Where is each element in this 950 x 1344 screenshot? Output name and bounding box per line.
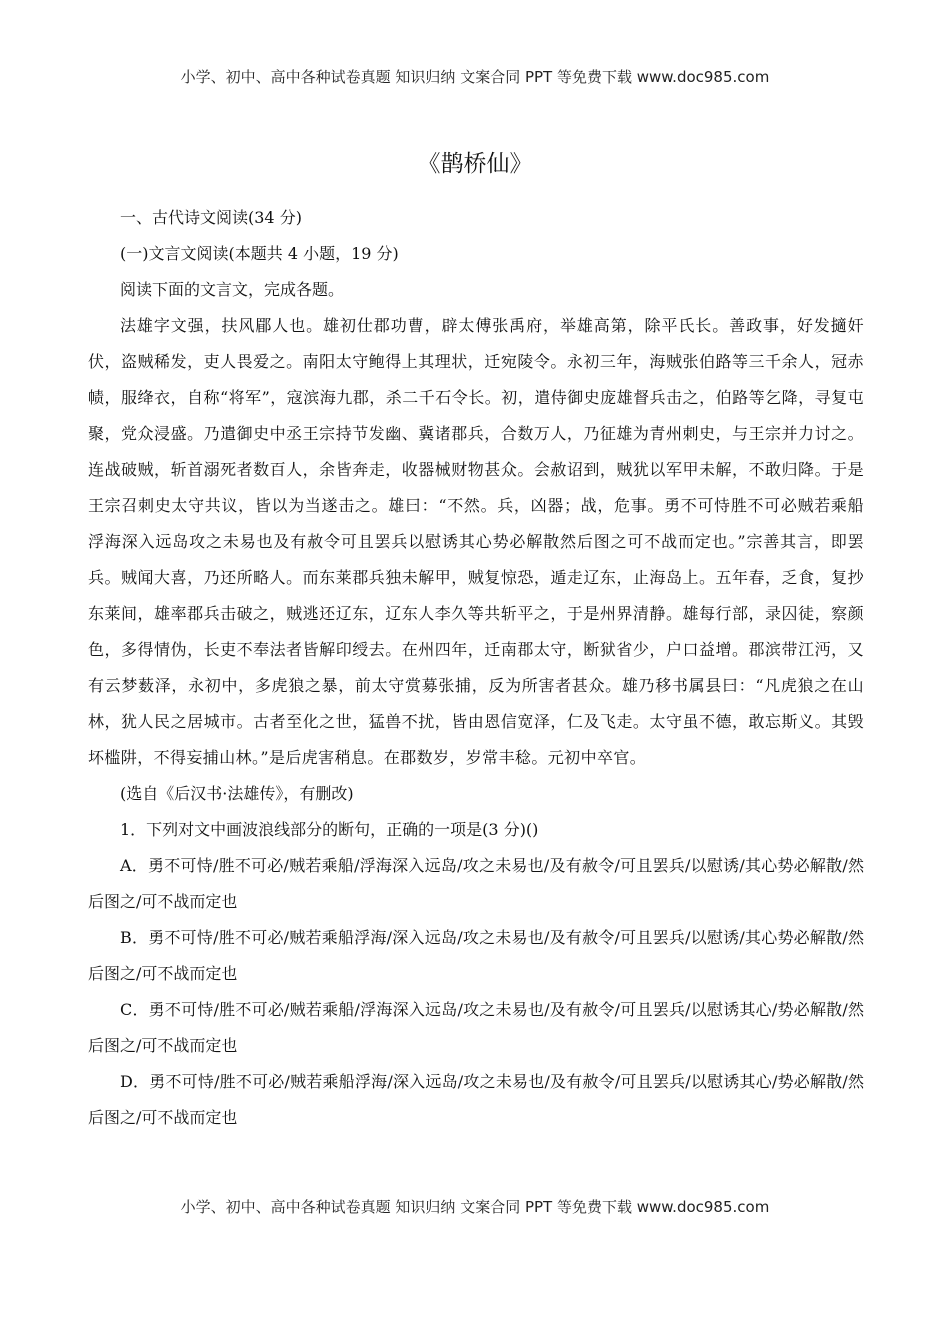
page-title: 《鹊桥仙》: [417, 151, 533, 177]
page-footer: 小学、初中、高中各种试卷真题 知识归纳 文案合同 PPT 等免费下载 www.doc985.com: [180, 1198, 770, 1216]
section-heading: 一、古代诗文阅读(34 分): [120, 208, 302, 227]
question-stem: 1．下列对文中画波浪线部分的断句，正确的一项是(3 分)(): [120, 820, 539, 839]
section-subheading: (一)文言文阅读(本题共 4 小题，19 分): [120, 244, 399, 263]
classical-passage: 法雄字文强，扶风郿人也。雄初仕郡功曹，辟太傅张禹府，举雄高第，除平氏长。善政事，好发擿奸伏，盗贼稀发，吏人畏爱之。南阳太守鲍得上其理状，迁宛陵令。永初三年，海贼张伯路等三千余人，冠赤帻，服绛衣，自称“将军”，寇滨海九郡，杀二千石令长。初，遣侍御史庞雄督兵击之，伯路等乞降，寻复屯聚，党众浸盛。乃遣御史中丞王宗持节发幽、冀诸郡兵，合数万人，乃征雄为青州刺史，与王宗并力讨之。连战破贼，斩首溺死者数百人，余皆奔走，收器械财物甚众。会赦诏到，贼犹以军甲未解，不敢归降。于是王宗召刺史太守共议，皆以为当遂击之。雄曰：“不然。兵，凶器；战，危事。勇不可恃胜不可必贼若乘船浮海深入远岛攻之未易也及有赦令可且罢兵以慰诱其心势必解散然后图之可不战而定也。”宗善其言，即罢兵。贼闻大喜，乃还所略人。而东莱郡兵独未解甲，贼复惊恐，遁走辽东，止海岛上。五年春，乏食，复抄东莱间，雄率郡兵击破之，贼逃还辽东，辽东人李久等共斩平之，于是州界清静。雄每行部，录囚徒，察颜色，多得情伪，长吏不奉法者皆解印绶去。在州四年，迁南郡太守，断狱省少，户口益增。郡滨带江沔，又有云梦薮泽，永初中，多虎狼之暴，前太守赏募张捕，反为所害者甚众。雄乃移书属县曰：“凡虎狼之在山林，犹人民之居城市。古者至化之世，猛兽不扰，皆由恩信宽泽，仁及飞走。太守虽不德，敢忘斯义。其毁坏槛阱，不得妄捕山林。”是后虎害稍息。在郡数岁，岁常丰稔。元初中卒官。: [88, 316, 864, 767]
document-body: [88, 200, 864, 1136]
passage-source: (选自《后汉书·法雄传》，有删改): [120, 784, 354, 803]
option-d: D．勇不可恃/胜不可必/贼若乘船浮海/深入远岛/攻之未易也/及有赦令/可且罢兵/以慰诱其心/势必解散/然后图之/可不战而定也: [88, 1072, 864, 1127]
option-b: B．勇不可恃/胜不可必/贼若乘船浮海/深入远岛/攻之未易也/及有赦令/可且罢兵/以慰诱/其心势必解散/然后图之/可不战而定也: [88, 928, 864, 983]
option-a: A．勇不可恃/胜不可必/贼若乘船/浮海深入远岛/攻之未易也/及有赦令/可且罢兵/以慰诱/其心势必解散/然后图之/可不战而定也: [88, 856, 864, 911]
instruction-text: 阅读下面的文言文，完成各题。: [120, 280, 345, 299]
page-header: 小学、初中、高中各种试卷真题 知识归纳 文案合同 PPT 等免费下载 www.doc985.com: [180, 68, 770, 86]
option-c: C．勇不可恃/胜不可必/贼若乘船/浮海深入远岛/攻之未易也/及有赦令/可且罢兵/以慰诱其心/势必解散/然后图之/可不战而定也: [88, 1000, 864, 1055]
